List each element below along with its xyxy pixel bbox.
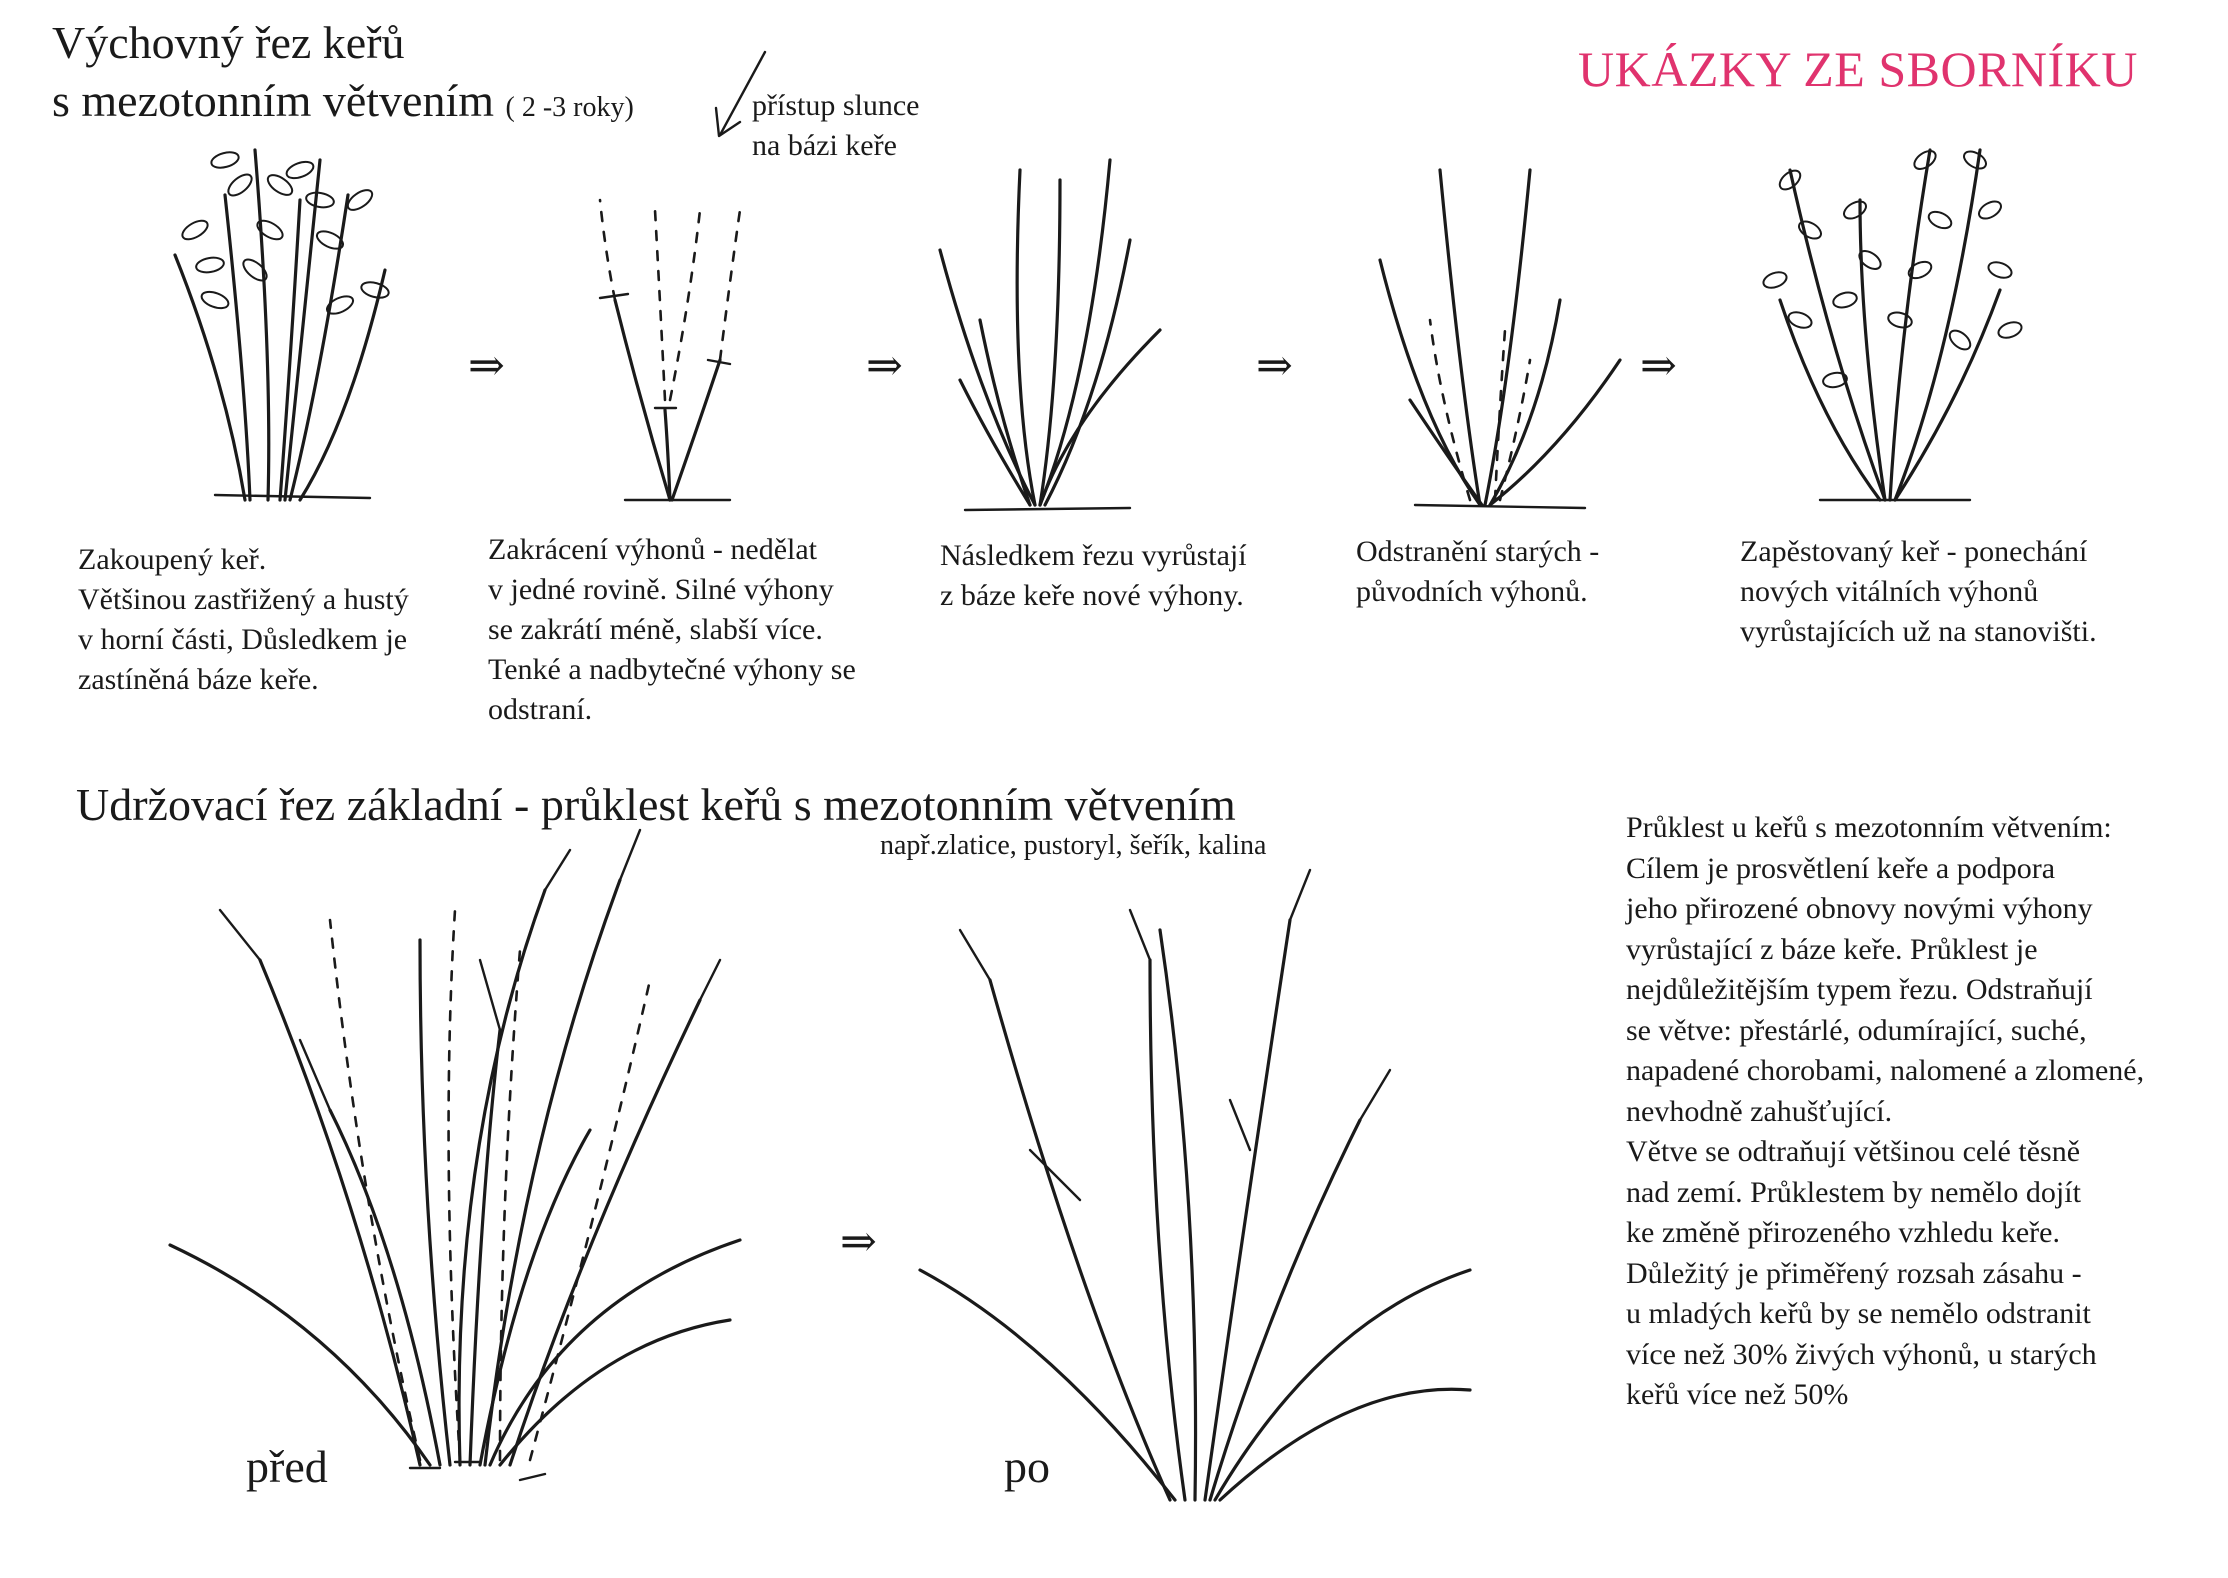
caption-step-1: Zakoupený keř. Většinou zastřižený a hustý v horní části, Důsledkem je zastíněná báze keře. bbox=[78, 543, 409, 696]
shrub-step-3 bbox=[940, 160, 1160, 510]
shrub-step-1 bbox=[175, 150, 390, 500]
caption-step-4: Odstranění starých - původních výhonů. bbox=[1356, 535, 1600, 608]
section2-examples: např.zlatice, pustoryl, šeřík, kalina bbox=[880, 830, 1267, 861]
arrow-icon: ⇒ bbox=[866, 341, 903, 390]
title-line-2: s mezotonním větvením bbox=[52, 75, 495, 126]
title-years: ( 2 -3 roky) bbox=[505, 92, 634, 123]
section2-paragraph: Průklest u keřů s mezotonním větvením: Cílem je prosvětlení keře a podpora jeho přirozené obnovy novými výhony vyrůstající z báze keře. Průklest je nejdůležitějším typem řezu. Odstraňují se větve: přestárlé, odumírající, suché, napadené chorobami, nalomené a zlomené, nevhodně zahušťující. Větve se odtraňují většinou celé těsně nad zemí. Průklestem by nemělo dojít ke změně přirozeného vzhledu keře. Důležitý je přiměřený rozsah zásahu - u mladých keřů by se nemělo odstranit více než 30% živých výhonů, u starých keřů více než 50% bbox=[1626, 811, 2145, 1411]
caption-step-2: Zakrácení výhonů - nedělat v jedné rovině. Silné výhony se zakrátí méně, slabší více. Tenké a nadbytečné výhony se odstraní. bbox=[488, 533, 856, 726]
title-line-1: Výchovný řez keřů bbox=[52, 17, 405, 68]
sun-note: přístup slunce na bázi keře bbox=[752, 89, 920, 162]
arrow-icon: ⇒ bbox=[840, 1217, 877, 1266]
label-after: po bbox=[1004, 1441, 1050, 1492]
shrub-step-4 bbox=[1380, 170, 1620, 508]
arrow-icon: ⇒ bbox=[468, 341, 505, 390]
shrub-after bbox=[920, 870, 1470, 1500]
caption-step-5: Zapěstovaný keř - ponechání nových vitálních výhonů vyrůstajících už na stanovišti. bbox=[1740, 535, 2097, 648]
banner-heading: UKÁZKY ZE SBORNÍKU bbox=[1578, 41, 2138, 97]
arrow-icon: ⇒ bbox=[1256, 341, 1293, 390]
shrub-step-2 bbox=[600, 200, 740, 500]
arrow-icon: ⇒ bbox=[1640, 341, 1677, 390]
label-before: před bbox=[246, 1441, 328, 1492]
caption-step-3: Následkem řezu vyrůstají z báze keře nové výhony. bbox=[940, 539, 1247, 612]
shrub-before bbox=[170, 830, 740, 1480]
shrub-step-5 bbox=[1761, 147, 2023, 500]
sun-arrow-icon bbox=[716, 52, 765, 136]
section2-title: Udržovací řez základní - průklest keřů s mezotonním větvením bbox=[76, 779, 1236, 830]
